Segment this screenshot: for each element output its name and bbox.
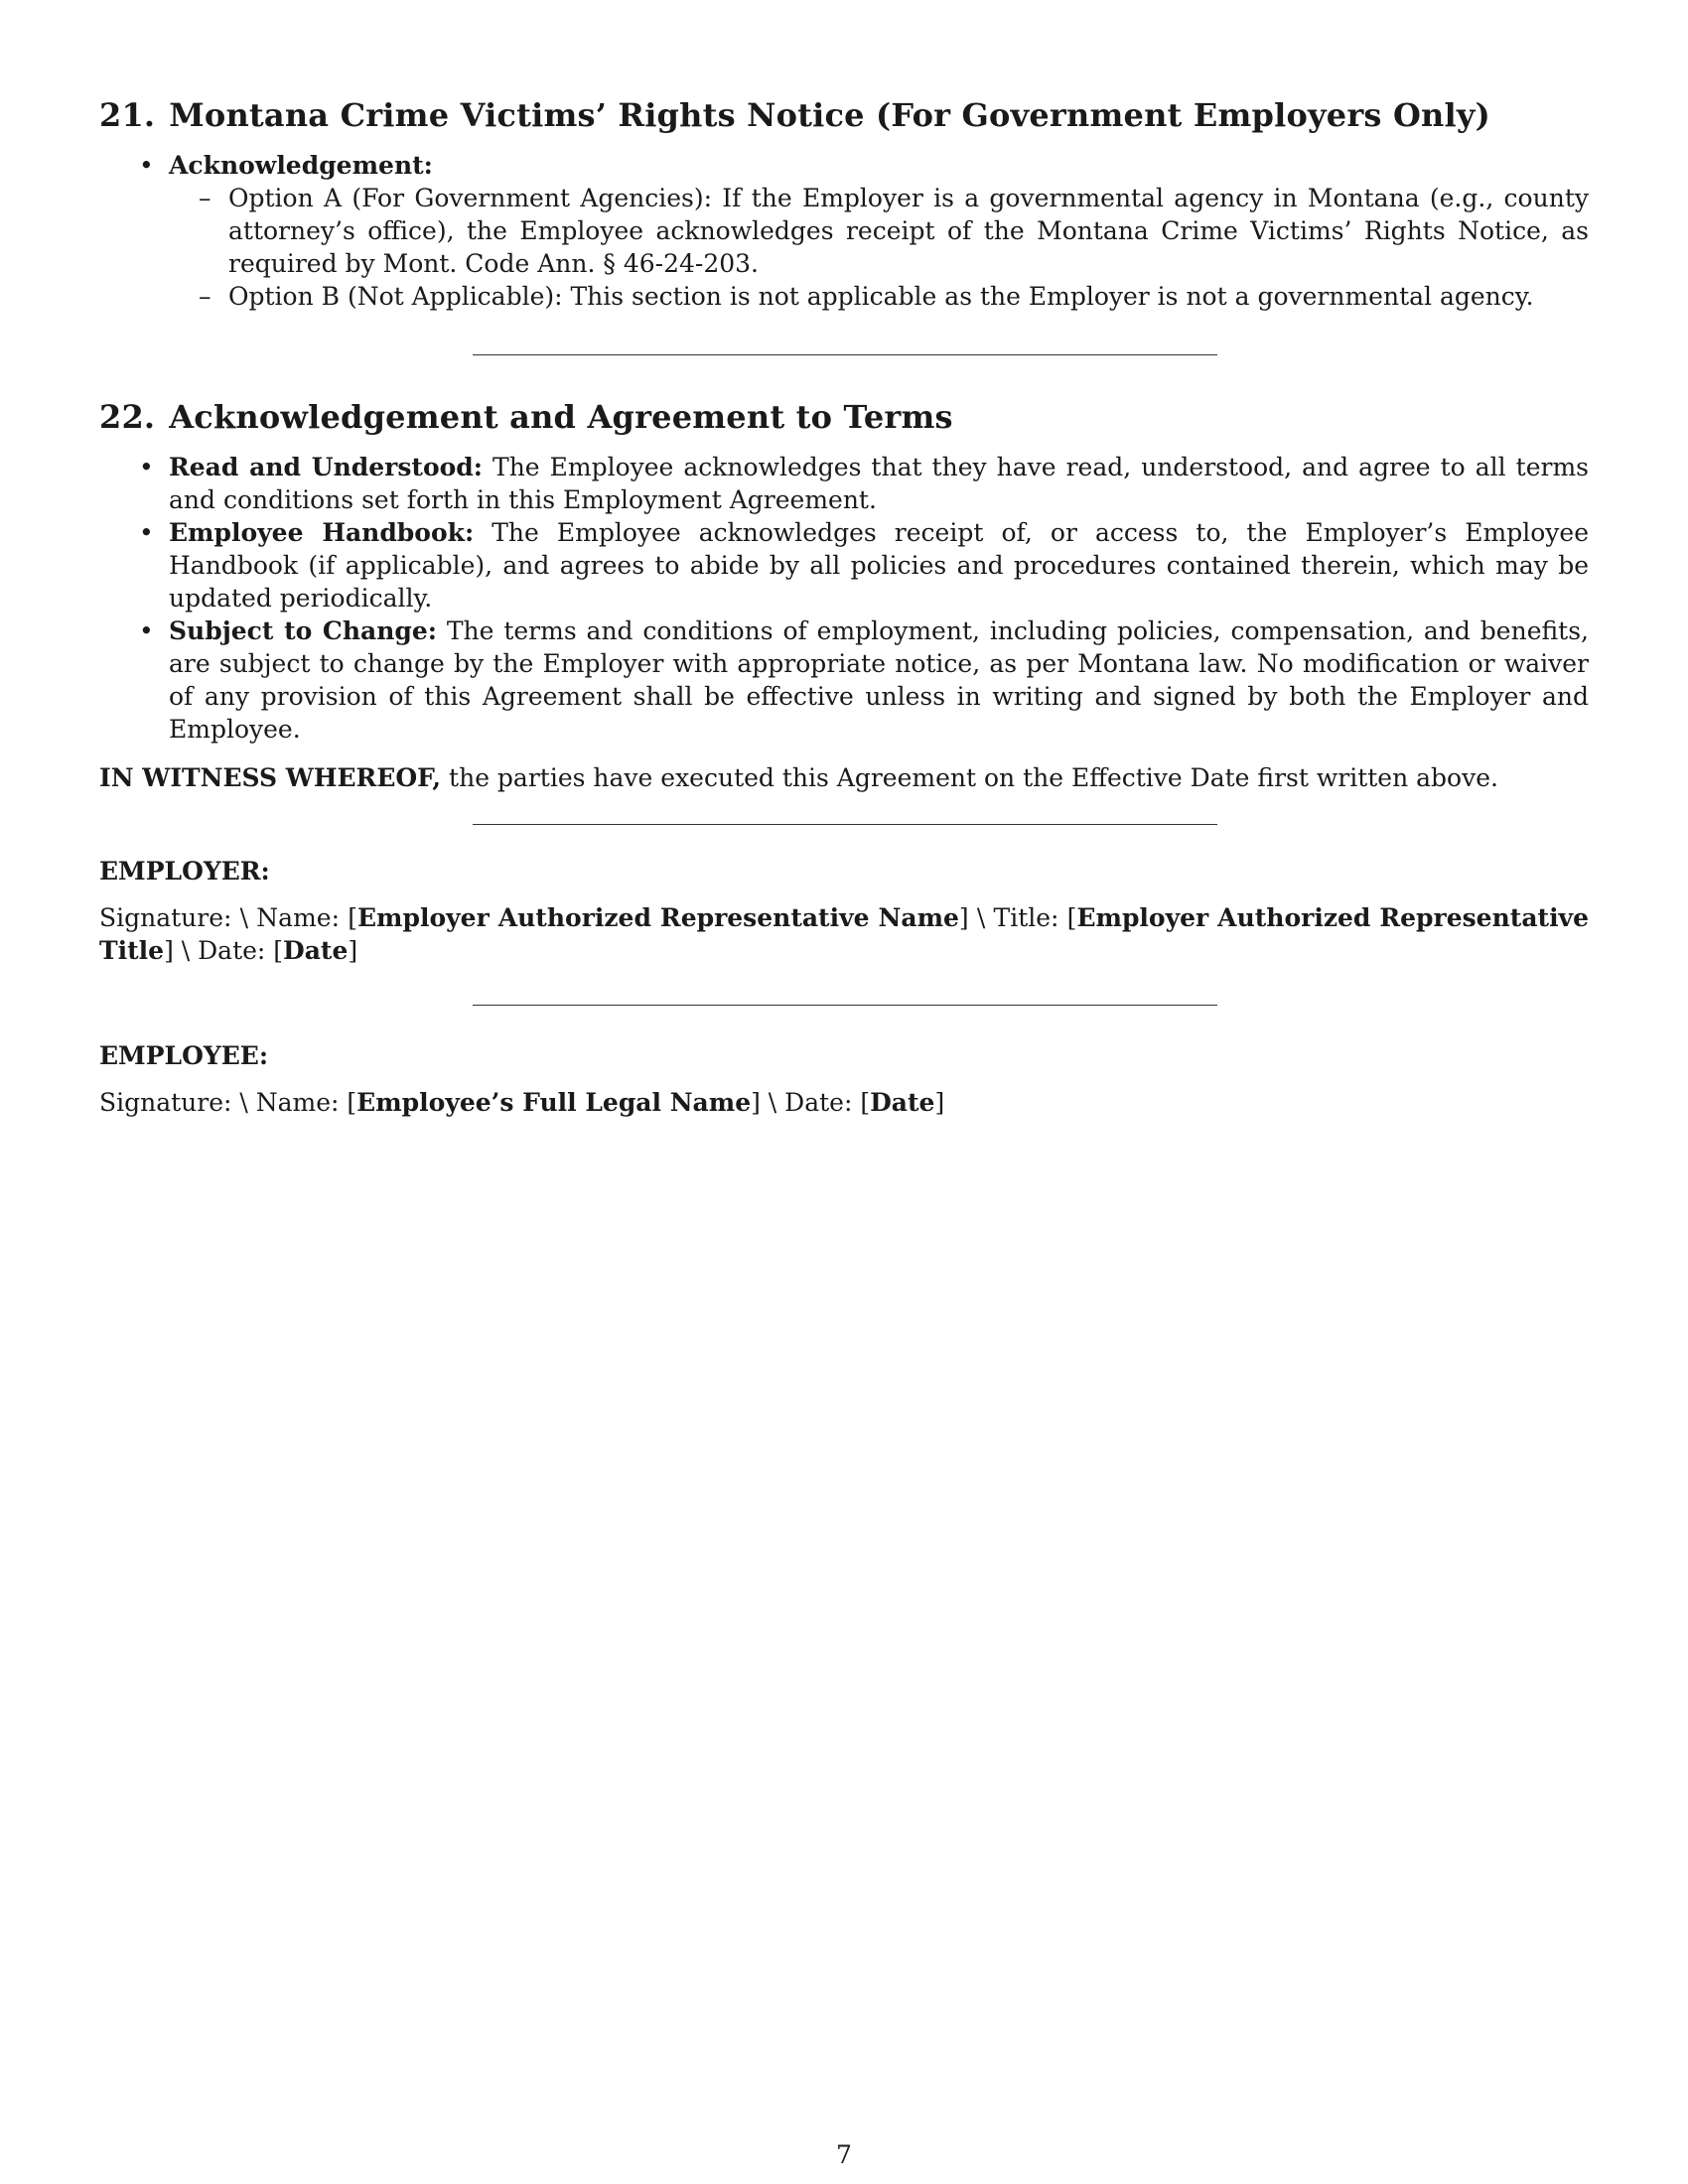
- employer-name-placeholder: Employer Authorized Representative Name: [356, 903, 959, 932]
- list-item: [169, 614, 1589, 746]
- options-list: [169, 182, 1589, 313]
- section-21-list: [99, 149, 1589, 313]
- employee-date-label: ] \ Date: [: [751, 1088, 871, 1117]
- employee-close-bracket: ]: [934, 1088, 945, 1117]
- list-item: [169, 451, 1589, 516]
- divider: [473, 1005, 1217, 1006]
- subject-to-change-label: Subject to Change:: [169, 616, 437, 645]
- section-21-heading: [99, 95, 1589, 135]
- read-understood-text: The Employee acknowledges that they have read, understood, and agree to all terms and conditions set forth in this Employment Agreement.: [169, 453, 1589, 514]
- employer-close-bracket: ]: [348, 936, 358, 965]
- employee-date-placeholder: Date: [870, 1088, 935, 1117]
- employee-handbook-text: The Employee acknowledges receipt of, or access to, the Employer’s Employee Handbook (if applicable), and agrees to abide by all policies and procedures contained therein, which may be updated periodically.: [169, 518, 1589, 613]
- employer-date-label: ] \ Date: [: [164, 936, 284, 965]
- section-22-title: Acknowledgement and Agreement to Terms: [169, 398, 953, 436]
- employer-title-label: ] \ Title: [: [958, 903, 1077, 932]
- witness-label: IN WITNESS WHEREOF,: [99, 763, 442, 792]
- divider: [473, 354, 1217, 355]
- employer-signature-block: [99, 901, 1589, 967]
- employer-title-placeholder: Employer Authorized Representative Title: [99, 903, 1589, 965]
- section-21-title: Montana Crime Victims’ Rights Notice (For Government Employers Only): [169, 96, 1490, 134]
- section-22-list: [99, 451, 1589, 746]
- divider: [473, 824, 1217, 825]
- subject-to-change-text: The terms and conditions of employment, including policies, compensation, and benefits, are subject to change by the Employer with appropriate notice, as per Montana law. No modification or waiver of any provision of this Agreement shall be effective unless in writing and signed by both the Employer and Employee.: [169, 616, 1589, 744]
- section-21-number: 21.: [99, 96, 156, 134]
- option-a: – Option A (For Government Agencies): If the Employer is a governmental agency in Montana (e.g., county attorney’s office), the Employee acknowledges receipt of the Montana Crime Victims’ Rights Notice, as required by Mont. Code Ann. § 46-24-203.: [228, 182, 1589, 280]
- list-item: [169, 149, 1589, 313]
- section-22-heading: [99, 397, 1589, 437]
- employee-name-placeholder: Employee’s Full Legal Name: [356, 1088, 752, 1117]
- employee-heading: EMPLOYEE:: [99, 1041, 269, 1070]
- acknowledgement-label: Acknowledgement:: [169, 151, 433, 180]
- witness-text: the parties have executed this Agreement on the Effective Date first written above.: [441, 763, 1498, 792]
- list-item: [169, 516, 1589, 614]
- employer-date-placeholder: Date: [283, 936, 349, 965]
- employee-handbook-label: Employee Handbook:: [169, 518, 475, 547]
- witness-paragraph: [99, 761, 1589, 794]
- employer-signature-label: Signature: \ Name: [: [99, 903, 357, 932]
- page-number: 7: [836, 2140, 852, 2169]
- employee-signature-block: [99, 1086, 1589, 1119]
- read-understood-label: Read and Understood:: [169, 453, 483, 481]
- section-22-number: 22.: [99, 398, 156, 436]
- employee-signature-label: Signature: \ Name: [: [99, 1088, 357, 1117]
- employer-heading: EMPLOYER:: [99, 857, 270, 886]
- document-page: [99, 95, 1589, 1119]
- option-b: – Option B (Not Applicable): This section is not applicable as the Employer is not a governmental agency.: [228, 280, 1589, 313]
